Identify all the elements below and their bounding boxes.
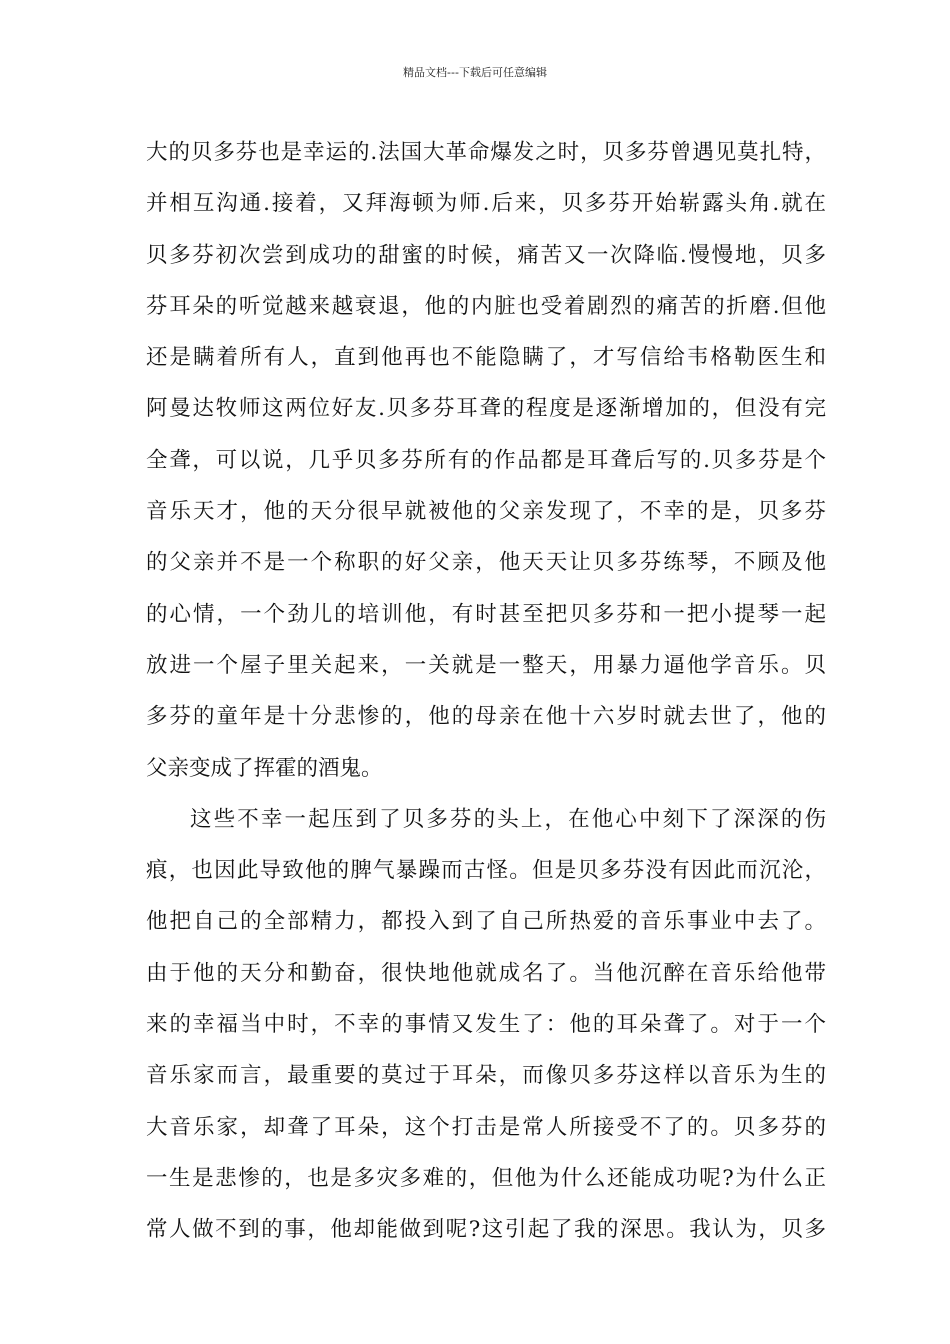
text-line: 阿曼达牧师这两位好友.贝多芬耳聋的程度是逐渐增加的，但没有完	[146, 396, 826, 422]
text-line: 音乐家而言，最重要的莫过于耳朵，而像贝多芬这样以音乐为生的	[146, 1063, 826, 1089]
document-body	[146, 127, 826, 1256]
text-line: 多芬的童年是十分悲惨的，他的母亲在他十六岁时就去世了，他的	[146, 704, 826, 730]
text-line: 的心情，一个劲儿的培训他，有时甚至把贝多芬和一把小提琴一起	[146, 601, 826, 627]
text-line: 的父亲并不是一个称职的好父亲，他天天让贝多芬练琴，不顾及他	[146, 550, 826, 576]
text-line: 这些不幸一起压到了贝多芬的头上，在他心中刻下了深深的伤	[190, 806, 826, 832]
text-line: 并相互沟通.接着，又拜海顿为师.后来，贝多芬开始崭露头角.就在	[146, 191, 826, 217]
text-line: 放进一个屋子里关起来，一关就是一整天，用暴力逼他学音乐。贝	[146, 652, 826, 678]
text-line: 常人做不到的事，他却能做到呢?这引起了我的深思。我认为，贝多	[146, 1217, 826, 1243]
text-line: 来的幸福当中时，不幸的事情又发生了：他的耳朵聋了。对于一个	[146, 1012, 826, 1038]
text-line: 痕，也因此导致他的脾气暴躁而古怪。但是贝多芬没有因此而沉沦，	[146, 858, 826, 884]
text-line: 大的贝多芬也是幸运的.法国大革命爆发之时，贝多芬曾遇见莫扎特，	[146, 140, 826, 165]
text-line: 还是瞒着所有人，直到他再也不能隐瞒了，才写信给韦格勒医生和	[146, 345, 826, 371]
text-line: 他把自己的全部精力，都投入到了自己所热爱的音乐事业中去了。	[146, 909, 826, 935]
text-line: 由于他的天分和勤奋，很快地他就成名了。当他沉醉在音乐给他带	[146, 960, 826, 986]
text-line: 父亲变成了挥霍的酒鬼。	[146, 755, 383, 781]
text-line: 芬耳朵的听觉越来越衰退，他的内脏也受着剧烈的痛苦的折磨.但他	[146, 293, 826, 319]
page-header: 精品文档---下载后可任意编辑	[403, 66, 547, 79]
text-line: 贝多芬初次尝到成功的甜蜜的时候，痛苦又一次降临.慢慢地，贝多	[146, 242, 826, 268]
text-line: 音乐天才，他的天分很早就被他的父亲发现了，不幸的是，贝多芬	[146, 499, 826, 525]
paragraph	[146, 127, 826, 794]
paragraph	[146, 794, 826, 1256]
text-line: 大音乐家，却聋了耳朵，这个打击是常人所接受不了的。贝多芬的	[146, 1114, 826, 1140]
text-line: 一生是悲惨的，也是多灾多难的，但他为什么还能成功呢?为什么正	[146, 1165, 826, 1191]
text-line: 全聋，可以说，几乎贝多芬所有的作品都是耳聋后写的.贝多芬是个	[146, 447, 826, 473]
